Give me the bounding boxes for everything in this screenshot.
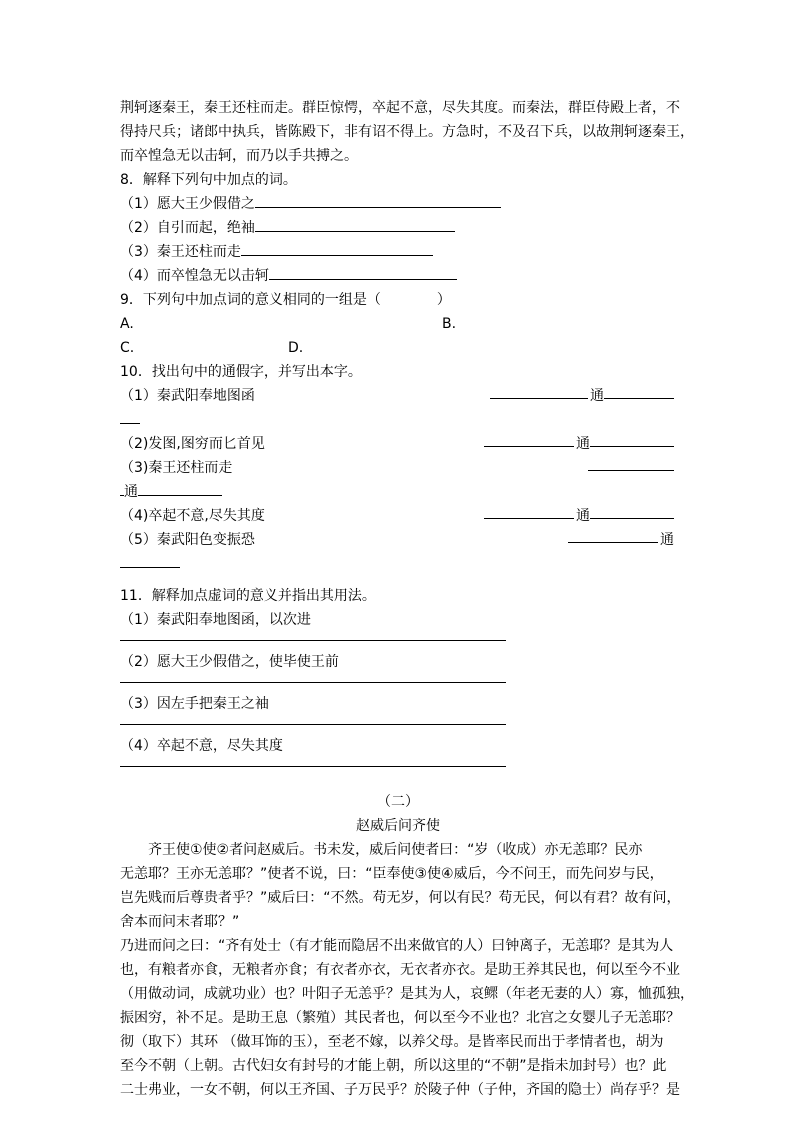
section-paragraph-1 — [120, 838, 681, 934]
paragraph-line: 至今不朝（上朝。古代妇女有封号的才能上朝，所以这里的“不朝”是指未加封号）也？此 — [120, 1058, 667, 1074]
answer-blank[interactable] — [484, 432, 574, 447]
q9-option-c[interactable]: C. — [120, 340, 135, 356]
paragraph-line: 岂先贱而后尊贵者乎？”威后曰：“不然。苟无岁，何以有民？苟无民，何以有君？故有问， — [120, 890, 681, 906]
q11-item: （4）卒起不意，尽失其度 — [120, 738, 283, 754]
passage-line: 荆轲逐秦王，秦王还柱而走。群臣惊愕，卒起不意，尽失其度。而秦法，群臣侍殿上者，不 — [120, 100, 680, 116]
q8-title: 8．解释下列句中加点的词。 — [120, 172, 297, 188]
answer-line-row — [120, 674, 676, 692]
answer-blank[interactable] — [255, 217, 455, 232]
q10-wrap — [120, 408, 676, 432]
q10-item — [120, 432, 676, 456]
paragraph-line: 无恙耶？王亦无恙耶？”使者不说，曰：“臣奉使③使④威后，今不问王，而先问岁与民， — [120, 866, 664, 882]
q10-item-text: （4)卒起不意,尽失其度 — [120, 508, 265, 524]
q8-item — [120, 264, 676, 288]
section-number: （二） — [377, 794, 419, 810]
answer-line[interactable] — [120, 724, 506, 725]
q10-wrap — [120, 552, 676, 576]
answer-blank[interactable] — [484, 504, 574, 519]
answer-blank[interactable] — [588, 456, 674, 471]
tong-label: 通 — [576, 436, 590, 452]
q10-item — [120, 456, 676, 480]
q9-option-a[interactable]: A. — [120, 316, 134, 332]
q10-item-text: （3)秦王还柱而走 — [120, 460, 233, 476]
answer-blank[interactable] — [490, 384, 588, 399]
answer-blank[interactable] — [590, 504, 674, 519]
answer-blank[interactable] — [241, 241, 433, 256]
q8-item — [120, 192, 676, 216]
q8-item-text: （1）愿大王少假借之 — [120, 196, 255, 212]
passage-line: 得持尺兵；诸郎中执兵，皆陈殿下，非有诏不得上。方急时，不及召下兵，以故荆轲逐秦王， — [120, 124, 694, 140]
q11-title: 11．解释加点虚词的意义并指出其用法。 — [120, 588, 376, 604]
document-page — [120, 96, 694, 1102]
answer-line[interactable] — [120, 640, 506, 641]
q8-item-text: （3）秦王还柱而走 — [120, 244, 241, 260]
q8-item — [120, 240, 676, 264]
answer-blank[interactable] — [138, 481, 222, 496]
answer-blank[interactable] — [269, 265, 457, 280]
answer-line-row — [120, 632, 676, 650]
answer-line[interactable] — [120, 682, 506, 683]
answer-line-row — [120, 716, 676, 734]
paragraph-line: 也，有粮者亦食，无粮者亦食；有衣者亦衣，无衣者亦衣。是助王养其民也，何以至今不业 — [120, 962, 680, 978]
paragraph-line: 乃进而问之曰：“齐有处士（有才能而隐居不出来做官的人）曰钟离子，无恙耶？是其为人 — [120, 938, 674, 954]
q9-option-d[interactable]: D. — [288, 340, 304, 356]
q10-item — [120, 504, 676, 528]
q10-item — [120, 384, 676, 408]
answer-blank[interactable] — [568, 528, 658, 543]
answer-blank[interactable] — [120, 409, 140, 424]
passage-line: 而卒惶急无以击轲，而乃以手共搏之。 — [120, 148, 358, 164]
q10-wrap — [120, 480, 676, 504]
q11-item: （2）愿大王少假借之，使毕使王前 — [120, 654, 339, 670]
passage-excerpt — [120, 96, 694, 168]
section-paragraph-2 — [120, 934, 694, 1102]
q8-item-text: （4）而卒惶急无以击轲 — [120, 268, 269, 284]
tong-label: 通 — [590, 388, 604, 404]
q9-title: 9．下列句中加点词的意义相同的一组是（ ） — [120, 292, 451, 308]
q9-option-b[interactable]: B. — [442, 316, 457, 332]
answer-blank[interactable] — [590, 432, 674, 447]
paragraph-line: 齐王使①使②者问赵威后。书未发，威后问使者曰：“岁（收成）亦无恙耶？民亦 — [148, 842, 643, 858]
paragraph-line: 彻（取下）其环 （做耳饰的玉），至老不嫁，以养父母。是皆率民而出于孝情者也，胡为 — [120, 1034, 664, 1050]
paragraph-line: （用做动词，成就功业）也？叶阳子无恙乎？是其为人，哀鳏（年老无妻的人）寡，恤孤独， — [120, 986, 694, 1002]
q10-item-text: （1）秦武阳奉地图函 — [120, 388, 255, 404]
q11-item: （3）因左手把秦王之袖 — [120, 696, 269, 712]
answer-line-row — [120, 758, 676, 776]
q10-title: 10．找出句中的通假字，并写出本字。 — [120, 364, 362, 380]
paragraph-line: 二士弗业，一女不朝，何以王齐国、子万民乎？於陵子仲（子仲，齐国的隐士）尚存乎？是 — [120, 1082, 680, 1098]
q8-item-text: （2）自引而起，绝袖 — [120, 220, 255, 236]
paragraph-line: 振困穷，补不足。是助王息（繁殖）其民者也，何以至今不业也？北宫之女婴儿子无恙耶？ — [120, 1010, 680, 1026]
tong-label: 通 — [124, 484, 138, 500]
q10-item-text: （2)发图,图穷而匕首见 — [120, 436, 265, 452]
answer-blank[interactable] — [255, 193, 501, 208]
q8-item — [120, 216, 676, 240]
answer-blank[interactable] — [120, 553, 180, 568]
q9-options-row — [120, 336, 676, 360]
paragraph-line: 舍本而问末者耶？” — [120, 914, 240, 930]
answer-blank[interactable] — [604, 384, 674, 399]
q11-item: （1）秦武阳奉地图函，以次进 — [120, 612, 311, 628]
answer-line[interactable] — [120, 766, 506, 767]
tong-label: 通 — [576, 508, 590, 524]
q10-item — [120, 528, 676, 552]
q9-options-row — [120, 312, 676, 336]
q10-item-text: （5）秦武阳色变振恐 — [120, 532, 255, 548]
tong-label: 通 — [660, 532, 674, 548]
section-title: 赵威后问齐使 — [356, 818, 440, 834]
